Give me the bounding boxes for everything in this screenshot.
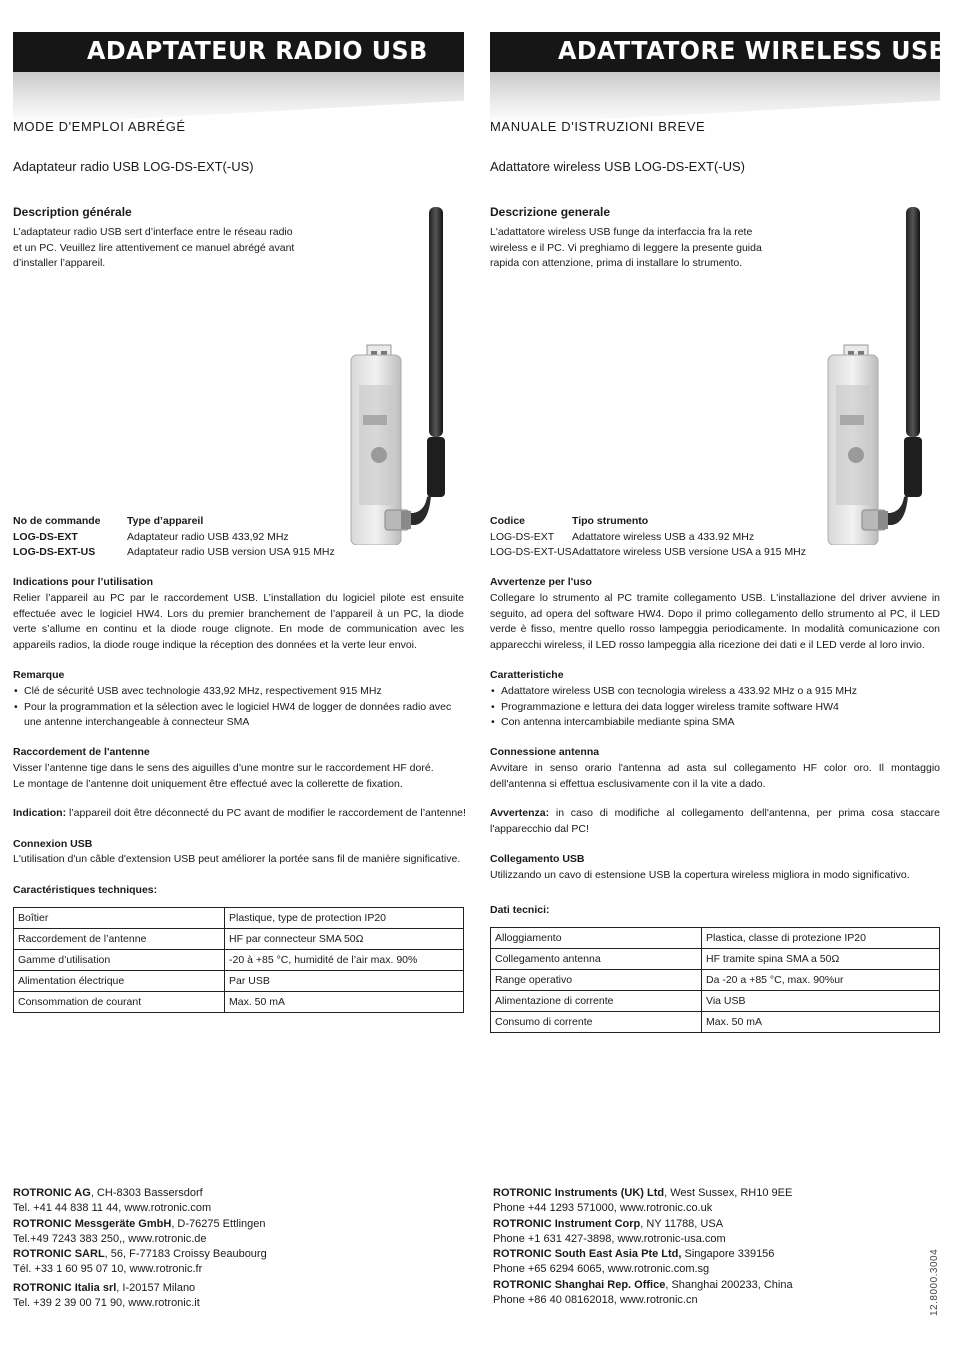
footer-line: ROTRONIC Messgeräte GmbH, D-76275 Ettlingen: [13, 1217, 266, 1230]
it-tech-title: Dati tecnici:: [490, 904, 550, 916]
list-item: • Clé de sécurité USB avec technologie 433,92 MHz, respectivement 915 MHz: [13, 684, 464, 700]
it-antenna-title: Connessione antenna: [490, 746, 600, 758]
fr-desc-text: L’adaptateur radio USB sert d’interface entre le réseau radio et un PC. Veuillez lire attentivement ce manuel abrégé avant d’installer l’appareil.: [13, 226, 295, 270]
footer-line: Tél. +33 1 60 95 07 10, www.rotronic.fr: [13, 1263, 203, 1276]
it-desc-title: Descrizione generale: [490, 205, 611, 219]
it-usb-text: Utilizzando un cavo di estensione USB la copertura wireless migliora in modo significativo.: [490, 869, 910, 881]
it-order-code: LOG-DS-EXT: [490, 530, 555, 543]
footer-addresses-right: [493, 1186, 793, 1308]
footer-line: ROTRONIC Italia srl, I-20157 Milano: [13, 1281, 196, 1294]
footer-addresses-left: [13, 1186, 267, 1311]
table-row: Collegamento antenna HF tramite spina SMA a 50Ω: [491, 949, 940, 970]
it-desc-text: L'adattatore wireless USB funge da interfaccia fra la rete wireless e il PC. Vi preghiamo di leggere la presente guida rapida con attenzione, prima di installare lo strumento.: [490, 226, 762, 270]
it-features-title: Caratteristiche: [490, 669, 564, 681]
footer-line: Phone +86 40 08162018, www.rotronic.cn: [493, 1294, 698, 1307]
it-order-head-type: Tipo strumento: [572, 515, 649, 527]
fr-usage-title: Indications pour l’utilisation: [13, 576, 154, 588]
fr-note: Indication: l’appareil doit être déconnecté du PC avant de modifier le raccordement de l’antenne!: [13, 807, 466, 819]
fr-antenna-title: Raccordement de l'antenne: [13, 746, 150, 758]
fr-order-table: [13, 514, 343, 561]
fr-remark-list: [13, 684, 464, 731]
table-row: Consommation de courant Max. 50 mA: [14, 992, 464, 1013]
it-antenna-text: Avvitare in senso orario l'antenna ad asta sul collegamento HF color oro. Il montaggio dell'antenna si effettua esclusivamente con il la vite a dado.: [490, 762, 940, 790]
list-item: • Adattatore wireless USB con tecnologia wireless a 433.92 MHz o a 915 MHz: [490, 684, 940, 700]
footer-line: Phone +1 631 427-3898, www.rotronic-usa.com: [493, 1232, 726, 1245]
fr-remark-title: Remarque: [13, 669, 65, 681]
fr-title-banner: [13, 32, 464, 94]
table-row: Raccordement de l’antenne HF par connecteur SMA 50Ω: [14, 929, 464, 950]
fr-usb-text: L'utilisation d'un câble d'extension USB peut améliorer la portée sans fil de manière significative.: [13, 853, 461, 865]
table-row: Gamme d’utilisation -20 à +85 °C, humidité de l’air max. 90%: [14, 950, 464, 971]
it-note: Avvertenza: in caso di modifiche al collegamento dell'antenna, per prima cosa staccare l'apparecchio dal PC!: [490, 807, 940, 835]
usb-adapter-image: [345, 205, 455, 545]
list-item: • Pour la programmation et la sélection avec le logiciel HW4 de logger de données radio avec une antenne interchangeable à connecteur SMA: [13, 700, 464, 731]
table-row: Consumo di corrente Max. 50 mA: [491, 1012, 940, 1033]
it-order-table: [490, 514, 820, 561]
table-row: Boîtier Plastique, type de protection IP20: [14, 908, 464, 929]
footer-line: Tel. +39 2 39 00 71 90, www.rotronic.it: [13, 1297, 200, 1310]
fr-order-code: LOG-DS-EXT: [13, 530, 78, 543]
it-title-banner: [490, 32, 948, 94]
list-item: • Programmazione e lettura dei data logger wireless tramite software HW4: [490, 700, 940, 716]
footer-line: Tel. +41 44 838 11 44, www.rotronic.com: [13, 1202, 212, 1215]
it-order-type: Adattatore wireless USB versione USA a 915 MHz: [572, 546, 807, 559]
it-usage-title: Avvertenze per l'uso: [490, 576, 592, 588]
fr-usage-text: Relier l’appareil au PC par le raccordement USB. L’installation du logiciel pilote est ensuite effectuée avec le logiciel HW4. Lors du premier branchement de l’appareil à un PC, la diode verte s’allume en continu et la diode rouge clignote. En mode de communication avec les appareils radios, la diode rouge indique la réception des données et la verte leur envoi.: [13, 592, 464, 651]
table-row: Alimentazione di corrente Via USB: [491, 991, 940, 1012]
fr-title: ADAPTATEUR RADIO USB: [87, 36, 428, 65]
fr-subtitle: Adaptateur radio USB LOG-DS-EXT(-US): [13, 159, 254, 174]
it-usb-title: Collegamento USB: [490, 853, 585, 865]
it-order-type: Adattatore wireless USB a 433.92 MHz: [572, 530, 755, 543]
it-order-code: LOG-DS-EXT-US: [490, 546, 572, 559]
footer-line: ROTRONIC AG, CH-8303 Bassersdorf: [13, 1187, 203, 1199]
footer-line: Tel.+49 7243 383 250,, www.rotronic.de: [13, 1232, 207, 1245]
fr-order-code: LOG-DS-EXT-US: [13, 546, 96, 559]
fr-tech-table: [13, 907, 464, 1013]
it-features-list: [490, 684, 940, 731]
it-tech-table: [490, 927, 940, 1033]
it-title: ADATTATORE WIRELESS USB: [558, 36, 948, 65]
usb-adapter-image: [822, 205, 932, 545]
it-subtitle: Adattatore wireless USB LOG-DS-EXT(-US): [490, 159, 746, 174]
list-item: • Con antenna intercambiabile mediante spina SMA: [490, 715, 940, 731]
it-usage-text: Collegare lo strumento al PC tramite collegamento USB. L'installazione del driver avviene in seguito, ad opera del software HW4. Dopo il primo collegamento dello strumento al PC, il LED verde è fisso, mentre quello rosso lampeggia periodicamente. In modalità comunicazione con apparecchi wireless, il LED rosso lampeggia alla ricezione dei dati e il LED verde al loro invio.: [490, 592, 940, 651]
footer-line: Phone +44 1293 571000, www.rotronic.co.uk: [493, 1202, 713, 1215]
fr-antenna-text: Visser l’antenne tige dans le sens des aiguilles d’une montre sur le raccordement HF doré. Le montage de l’antenne doit uniquement être effectué avec la collerette de fixation.: [13, 762, 434, 790]
it-mode-heading: MANUALE D'ISTRUZIONI BREVE: [490, 119, 706, 134]
fr-usb-title: Connexion USB: [13, 838, 93, 850]
fr-desc-title: Description générale: [13, 205, 132, 219]
fr-order-type: Adaptateur radio USB 433,92 MHz: [127, 530, 289, 543]
fr-tech-title: Caractéristiques techniques:: [13, 884, 158, 896]
footer-line: Phone +65 6294 6065, www.rotronic.com.sg: [493, 1263, 710, 1276]
it-order-head-code: Codice: [490, 515, 526, 527]
table-row: Range operativo Da -20 a +85 °C, max. 90%ur: [491, 970, 940, 991]
footer-line: ROTRONIC Instrument Corp, NY 11788, USA: [493, 1217, 724, 1230]
fr-order-type: Adaptateur radio USB version USA 915 MHz: [127, 546, 335, 559]
footer-line: ROTRONIC Instruments (UK) Ltd, West Sussex, RH10 9EE: [493, 1187, 793, 1199]
fr-order-head-type: Type d’appareil: [127, 515, 204, 527]
footer-line: ROTRONIC SARL, 56, F-77183 Croissy Beaubourg: [13, 1248, 267, 1261]
fr-mode-heading: MODE D'EMPLOI ABRÉGÉ: [13, 119, 186, 134]
document-number: 12.8000.3004: [929, 1248, 940, 1316]
table-row: Alloggiamento Plastica, classe di protezione IP20: [491, 928, 940, 949]
table-row: Alimentation électrique Par USB: [14, 971, 464, 992]
footer-line: ROTRONIC Shanghai Rep. Office, Shanghai 200233, China: [493, 1278, 793, 1291]
footer-line: ROTRONIC South East Asia Pte Ltd, Singapore 339156: [493, 1248, 775, 1261]
fr-order-head-code: No de commande: [13, 515, 101, 527]
